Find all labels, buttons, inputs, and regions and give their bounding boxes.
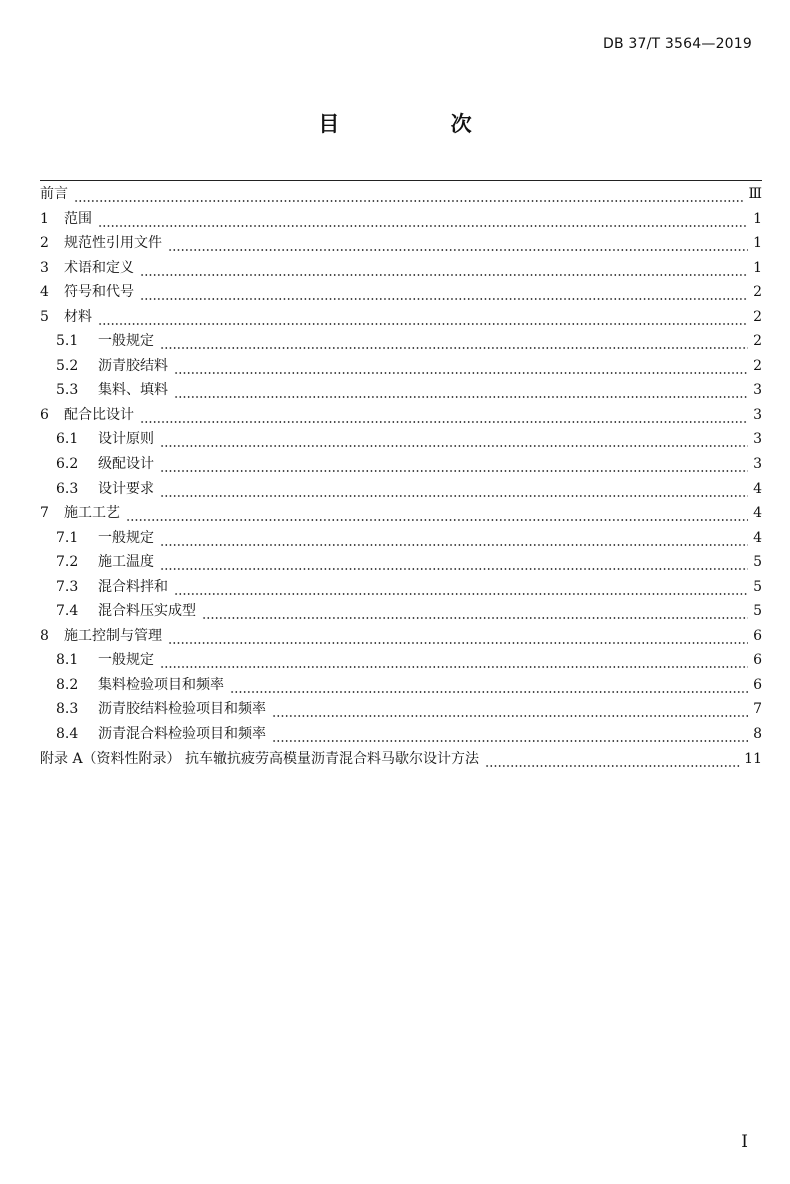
toc-entry-page: 5: [753, 554, 762, 571]
toc-leader-dots: [160, 477, 748, 502]
toc-entry-title: 配合比设计: [64, 406, 134, 423]
toc-entry[interactable]: [40, 256, 762, 281]
toc-entry-page: 2: [753, 284, 762, 301]
toc-entry-title: 沥青胶结料: [98, 357, 168, 374]
toc-leader-dots: [126, 501, 748, 526]
toc-entry-title: 规范性引用文件: [64, 235, 162, 252]
toc-leader-dots: [174, 575, 748, 600]
table-of-contents: [40, 182, 762, 771]
toc-entry-page: 2: [753, 308, 762, 325]
toc-entry-title: 施工控制与管理: [64, 627, 162, 644]
toc-entry-title: 前言: [40, 186, 68, 202]
toc-entry-number: 8.1: [56, 652, 79, 669]
toc-leader-dots: [160, 452, 748, 477]
toc-entry-number: 5.1: [56, 333, 79, 350]
toc-entry[interactable]: [40, 722, 762, 747]
toc-entry-title: 施工工艺: [64, 505, 120, 522]
toc-entry-title: 设计原则: [98, 431, 154, 448]
toc-entry-number: 6: [40, 406, 49, 423]
toc-entry[interactable]: [40, 329, 762, 354]
toc-leader-dots: [174, 354, 748, 379]
toc-leader-dots: [168, 624, 748, 649]
toc-entry-title: 沥青胶结料检验项目和频率: [98, 701, 266, 718]
toc-entry-number: 5: [40, 308, 49, 325]
toc-leader-dots: [160, 427, 748, 452]
toc-entry-title: 施工温度: [98, 554, 154, 571]
toc-entry-number: 1: [40, 210, 49, 227]
toc-entry-page: 4: [753, 505, 762, 522]
toc-leader-dots: [160, 329, 748, 354]
toc-entry-number: 7.3: [56, 578, 79, 595]
toc-leader-dots: [272, 697, 748, 722]
toc-entry-number: 6.1: [56, 431, 79, 448]
toc-leader-dots: [230, 673, 748, 698]
toc-entry-page: 2: [753, 357, 762, 374]
toc-entry-number: 8.4: [56, 726, 79, 743]
toc-entry[interactable]: [40, 575, 762, 600]
toc-entry-number: 2: [40, 235, 49, 252]
toc-entry-title: 级配设计: [98, 456, 154, 473]
toc-entry-page: 3: [753, 406, 762, 423]
toc-leader-dots: [160, 648, 748, 673]
toc-entry[interactable]: [40, 648, 762, 673]
toc-entry[interactable]: [40, 403, 762, 428]
toc-entry-number: 7.1: [56, 529, 79, 546]
toc-leader-dots: [160, 526, 748, 551]
toc-entry[interactable]: [40, 378, 762, 403]
toc-entry-page: 3: [753, 456, 762, 473]
toc-entry-title: 范围: [64, 210, 92, 227]
toc-entry[interactable]: [40, 501, 762, 526]
toc-entry[interactable]: [40, 673, 762, 698]
toc-entry-page: Ⅲ: [748, 186, 762, 202]
toc-entry-title: 集料检验项目和频率: [98, 676, 224, 693]
toc-entry-number: 4: [40, 284, 49, 301]
toc-entry-page: 8: [753, 726, 762, 743]
toc-entry-title: 附录 A（资料性附录） 抗车辙抗疲劳高模量沥青混合料马歇尔设计方法: [40, 750, 480, 767]
toc-entry-page: 3: [753, 382, 762, 399]
toc-entry-title: 集料、填料: [98, 382, 168, 399]
toc-entry-page: 6: [753, 676, 762, 693]
toc-entry-number: 8.3: [56, 701, 79, 718]
toc-leader-dots: [74, 182, 744, 207]
toc-entry-page: 5: [753, 603, 762, 620]
toc-leader-dots: [202, 599, 748, 624]
toc-leader-dots: [160, 550, 748, 575]
toc-entry-number: 6.2: [56, 456, 79, 473]
toc-entry-number: 7: [40, 505, 49, 522]
toc-entry[interactable]: [40, 526, 762, 551]
toc-entry-page: 1: [753, 259, 762, 276]
toc-entry-page: 1: [753, 210, 762, 227]
toc-entry[interactable]: [40, 747, 762, 772]
toc-entry[interactable]: [40, 354, 762, 379]
toc-entry-page: 3: [753, 431, 762, 448]
toc-entry-page: 6: [753, 652, 762, 669]
toc-entry[interactable]: [40, 697, 762, 722]
toc-entry-page: 7: [753, 701, 762, 718]
toc-entry-title: 沥青混合料检验项目和频率: [98, 726, 266, 743]
toc-entry-page: 6: [753, 627, 762, 644]
toc-entry-title: 一般规定: [98, 529, 154, 546]
toc-entry[interactable]: [40, 280, 762, 305]
toc-entry-title: 材料: [64, 308, 92, 325]
page-number: I: [741, 1132, 748, 1152]
toc-entry[interactable]: [40, 624, 762, 649]
toc-entry-title: 混合料压实成型: [98, 603, 196, 620]
document-code: DB 37/T 3564—2019: [602, 36, 752, 52]
toc-entry-number: 3: [40, 259, 49, 276]
toc-entry-title: 设计要求: [98, 480, 154, 497]
toc-leader-dots: [272, 722, 748, 747]
toc-entry-page: 2: [753, 333, 762, 350]
page-title: 目 次: [318, 112, 524, 136]
toc-entry-page: 4: [753, 529, 762, 546]
toc-entry-number: 6.3: [56, 480, 79, 497]
toc-entry-number: 7.2: [56, 554, 79, 571]
toc-leader-dots: [140, 256, 748, 281]
title-divider: [40, 180, 762, 181]
toc-entry-number: 5.2: [56, 357, 79, 374]
toc-entry[interactable]: [40, 452, 762, 477]
toc-entry-page: 5: [753, 578, 762, 595]
toc-leader-dots: [485, 747, 740, 772]
toc-entry-title: 符号和代号: [64, 284, 134, 301]
toc-leader-dots: [98, 305, 748, 330]
toc-entry-page: 11: [744, 750, 762, 767]
toc-entry-title: 一般规定: [98, 652, 154, 669]
toc-entry[interactable]: [40, 182, 762, 207]
toc-entry-title: 混合料拌和: [98, 578, 168, 595]
toc-entry[interactable]: [40, 231, 762, 256]
toc-leader-dots: [174, 378, 748, 403]
toc-leader-dots: [168, 231, 748, 256]
toc-entry-page: 1: [753, 235, 762, 252]
toc-leader-dots: [98, 207, 748, 232]
toc-entry[interactable]: [40, 427, 762, 452]
toc-entry[interactable]: [40, 599, 762, 624]
toc-entry-title: 术语和定义: [64, 259, 134, 276]
toc-entry[interactable]: [40, 207, 762, 232]
toc-leader-dots: [140, 403, 748, 428]
toc-entry[interactable]: [40, 305, 762, 330]
toc-entry[interactable]: [40, 550, 762, 575]
toc-entry-number: 7.4: [56, 603, 79, 620]
toc-entry[interactable]: [40, 477, 762, 502]
toc-entry-number: 5.3: [56, 382, 79, 399]
toc-entry-title: 一般规定: [98, 333, 154, 350]
toc-leader-dots: [140, 280, 748, 305]
toc-entry-number: 8: [40, 627, 49, 644]
toc-entry-page: 4: [753, 480, 762, 497]
toc-entry-number: 8.2: [56, 676, 79, 693]
